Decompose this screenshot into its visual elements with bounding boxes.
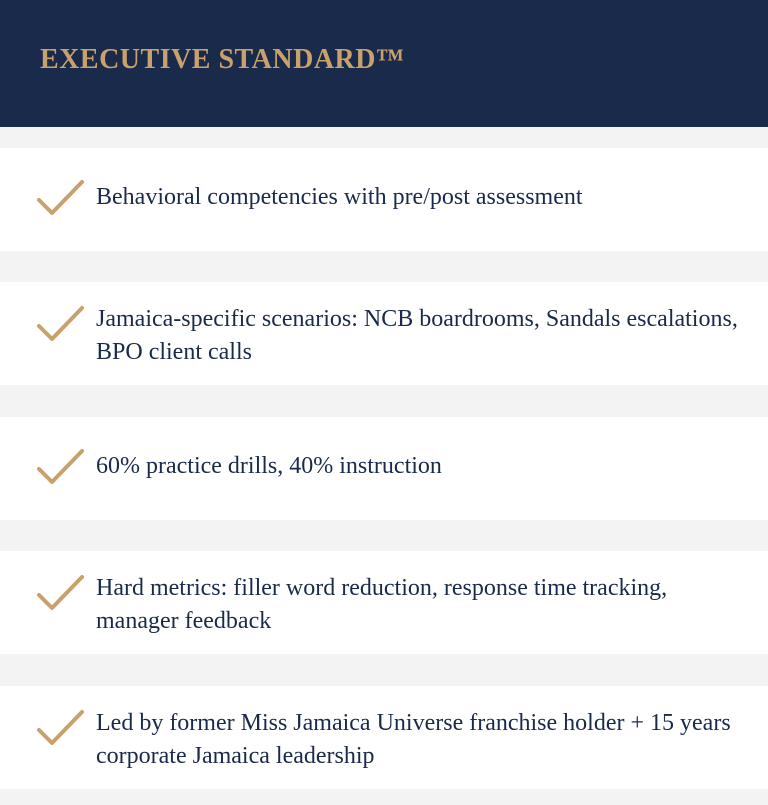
page-title: EXECUTIVE STANDARD™: [40, 44, 405, 75]
checkmark-icon: [36, 304, 86, 344]
checkmark-icon: [36, 708, 86, 748]
feature-text: Led by former Miss Jamaica Universe franchise holder + 15 years corporate Jamaica leadership: [96, 710, 731, 769]
checkmark-icon: [36, 447, 86, 487]
checkmark-icon: [36, 178, 86, 218]
feature-text: Jamaica-specific scenarios: NCB boardrooms, Sandals escalations, BPO client calls: [96, 306, 738, 365]
feature-text: Hard metrics: filler word reduction, response time tracking, manager feedback: [96, 575, 668, 634]
checkmark-icon: [36, 573, 86, 613]
feature-item: [0, 417, 768, 520]
feature-item: [0, 148, 768, 251]
feature-item: [0, 551, 768, 654]
feature-text: 60% practice drills, 40% instruction: [96, 453, 442, 479]
feature-text: Behavioral competencies with pre/post assessment: [96, 184, 583, 210]
feature-item: [0, 282, 768, 385]
feature-item: [0, 686, 768, 789]
